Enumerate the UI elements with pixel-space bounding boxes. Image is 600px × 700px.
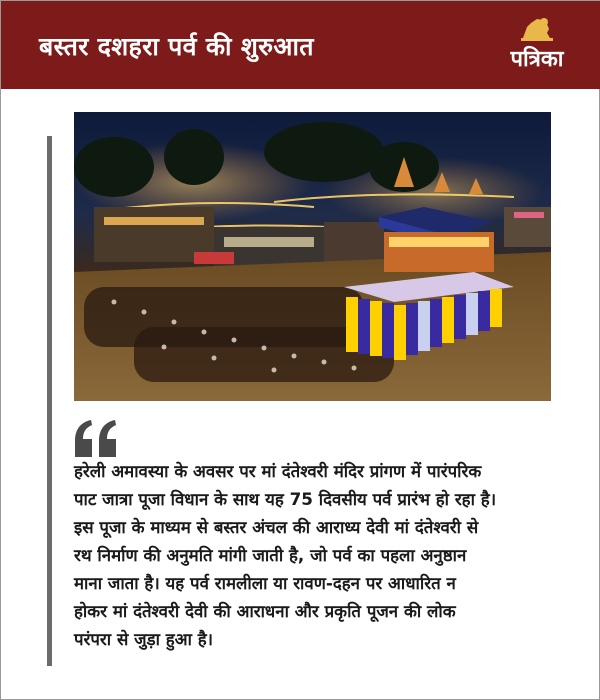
quote-line: हरेली अमावस्या के अवसर पर मां दंतेश्वरी मंदिर प्रांगण में पारंपरिक — [74, 461, 482, 481]
quote-line: इस पूजा के माध्यम से बस्तर अंचल की आराध्य देवी मां दंतेश्वरी से — [74, 517, 479, 537]
lion-emblem-icon — [517, 13, 557, 43]
quote-line: परंपरा से जुड़ा हुआ है। — [74, 629, 213, 649]
festival-photo-illustration — [74, 112, 551, 401]
festival-photo — [74, 112, 551, 401]
header-bar — [1, 1, 600, 89]
quote-line: होकर मां दंतेश्वरी देवी की आराधना और प्रकृति पूजन की लोक — [74, 601, 456, 621]
quote-mark-icon — [73, 419, 119, 459]
quote-line: पाट जात्रा पूजा विधान के साथ यह 75 दिवसीय पर्व प्रारंभ हो रहा है। — [74, 489, 497, 509]
logo-wordmark: पत्रिका — [510, 47, 564, 72]
patrika-logo[interactable] — [491, 13, 583, 77]
headline: बस्तर दशहरा पर्व की शुरुआत — [39, 32, 314, 61]
quote-body — [74, 457, 584, 653]
quote-line: माना जाता है। यह पर्व रामलीला या रावण-दहन पर आधारित न — [74, 573, 456, 593]
quote-line: रथ निर्माण की अनुमति मांगी जाती है, जो पर्व का पहला अनुष्ठान — [74, 545, 467, 565]
quote-side-rule — [47, 136, 52, 666]
